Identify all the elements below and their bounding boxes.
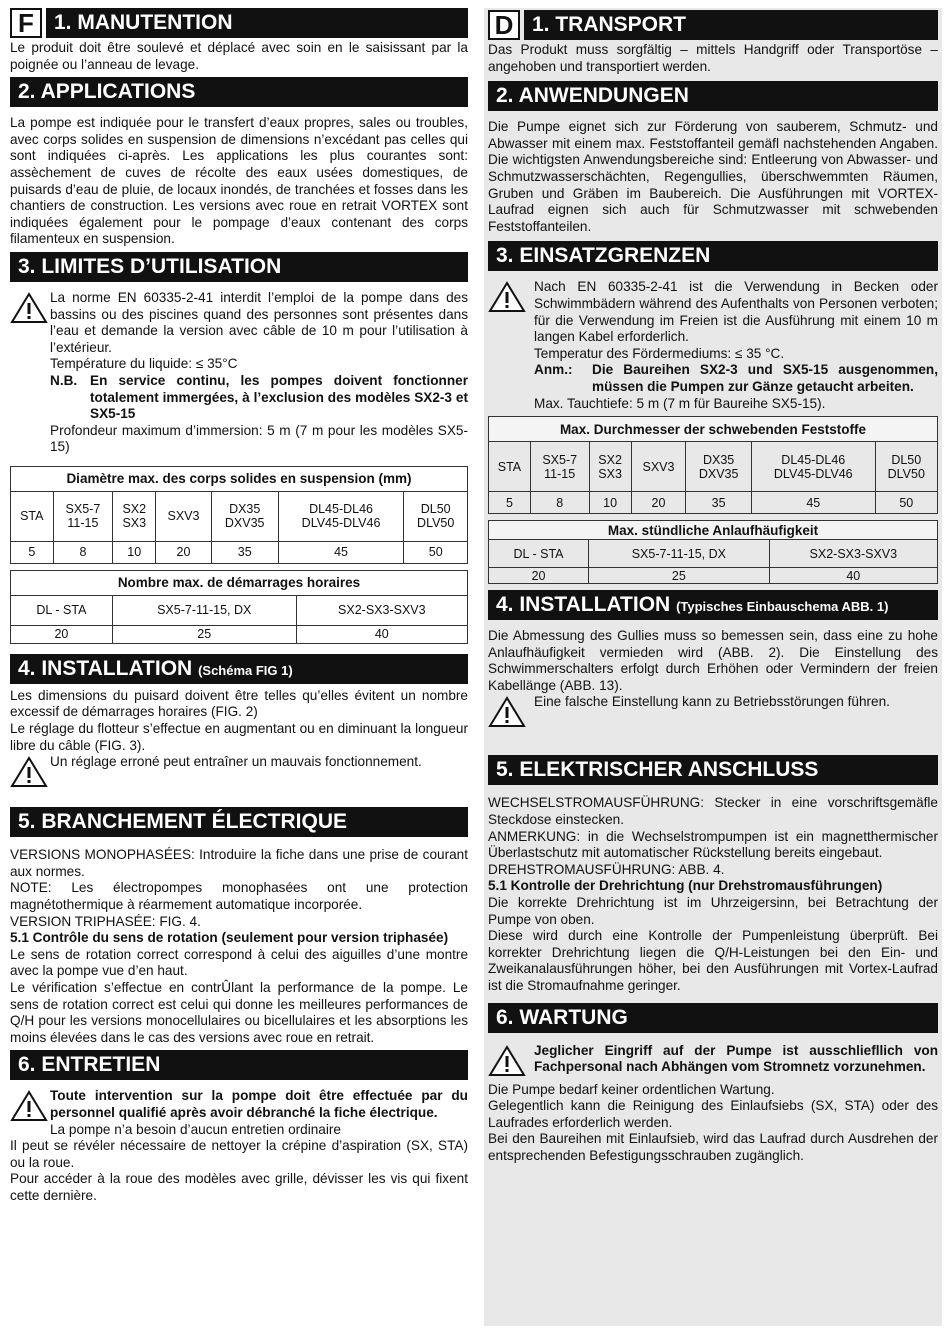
warning-icon: [488, 279, 534, 412]
section-title: 1. TRANSPORT: [524, 10, 938, 40]
paragraph: Un réglage erroné peut entraîner un mauvais fonctionnement.: [50, 754, 422, 770]
warning-icon: [10, 754, 50, 793]
paragraph: Pour accéder à la roue des modèles avec grille, dévisser les vis qui fixent cette dernière.: [10, 1171, 468, 1203]
subsection-title: 5.1 Kontrolle der Drehrichtung (nur Drehstromausführungen): [488, 878, 883, 894]
paragraph: Das Produkt muss sorgfältig – mittels Handgriff oder Transportöse – angehoben und transportiert werden.: [488, 42, 938, 74]
table-cell: 8: [53, 541, 113, 563]
solids-table: [10, 466, 468, 564]
french-column: [10, 8, 468, 1326]
note-block: [534, 362, 938, 395]
paragraph: Le réglage du flotteur s’effectue en augmentant ou en diminuant la longueur libre du câble (FIG. 3).: [10, 721, 468, 753]
table-cell: 20: [156, 541, 211, 563]
section-title: 3. LIMITES D’UTILISATION: [10, 252, 468, 282]
section-title-sub: (Typisches Einbauschema ABB. 1): [676, 599, 889, 615]
subsection-title: 5.1 Contrôle du sens de rotation (seulement pour version triphasée): [10, 930, 449, 946]
warning-icon: [488, 694, 534, 733]
paragraph: La pompe est indiquée pour le transfert d’eaux propres, sales ou troubles, avec corps solides en suspension de dimensions n’excédant pas celles qui sont indiquées ci-après. Les applications les plus courantes sont: assèchement de cuves de récolte des eaux usées domestiques, de puisards d’eau de pluie, de locaux inondés, de tranchées et fosses dans les chantiers de construction. Les versions avec roue en retrait VORTEX sont indiquées également pour le pompage d’eaux contenant des corps filamenteux en suspension.: [10, 115, 468, 247]
table-header-cell: DL50 DLV50: [404, 491, 468, 541]
table-cell: 45: [752, 492, 876, 514]
paragraph: Toute intervention sur la pompe doit être effectuée par du personnel qualifié après avoir débranché la fiche électrique.: [50, 1088, 468, 1120]
paragraph: Profondeur maximum d’immersion: 5 m (7 m pour les modèles SX5-15): [50, 422, 468, 455]
table-cell: 50: [875, 492, 937, 514]
german-column: [484, 8, 942, 1326]
section-header: [488, 10, 938, 40]
table-header-cell: SX5-7 11-15: [53, 491, 113, 541]
note-label: Anm.:: [534, 362, 573, 378]
table-cell: 25: [589, 568, 770, 584]
warning-block: [10, 754, 468, 793]
paragraph: Le produit doit être soulevé et déplacé avec soin en le saisissant par la poignée ou l’anneau de levage.: [10, 40, 468, 72]
table-header-cell: SX5-7-11-15, DX: [112, 595, 296, 625]
table-cell: 10: [113, 541, 156, 563]
paragraph: ANMERKUNG: in die Wechselstrompumpen ist ein magnetthermischer Überlastschutz mit automatischer Rückstellung bereits eingebaut.: [488, 828, 938, 861]
paragraph: La norme EN 60335-2-41 interdit l’emploi de la pompe dans des bassins ou des piscines quand des personnes sont présentes dans l’eau et demande la version avec câble de 10 m pour l’utilisation à l’extérieur.: [50, 289, 468, 355]
section-title: 6. ENTRETIEN: [10, 1050, 468, 1080]
note-text: Die Baureihen SX2-3 und SX5-15 ausgenommen, müssen die Pumpen zur Gänze getaucht arbeiten.: [592, 362, 938, 394]
table-title: Max. stündliche Anlaufhäufigkeit: [489, 521, 938, 540]
warning-icon: [488, 1043, 534, 1082]
warning-block: [488, 694, 938, 733]
starts-table: [488, 520, 938, 584]
section-title-sub: (Schéma FIG 1): [198, 662, 293, 678]
table-cell: 5: [489, 492, 531, 514]
paragraph: WECHSELSTROMAUSFÜHRUNG: Stecker in eine vorschriftsgemäfle Steckdose einstecken.: [488, 795, 938, 828]
table-cell: 40: [769, 568, 937, 584]
paragraph: Les dimensions du puisard doivent être telles qu’elles évitent un nombre excessif de démarrages horaires (FIG. 2): [10, 687, 468, 720]
section-title-main: 4. INSTALLATION: [18, 656, 193, 680]
starts-table: [10, 570, 468, 644]
language-badge: D: [488, 10, 520, 40]
section-title: 5. BRANCHEMENT ÉLECTRIQUE: [10, 807, 468, 837]
table-header-cell: STA: [11, 491, 54, 541]
paragraph: VERSIONS MONOPHASÉES: Introduire la fiche dans une prise de courant aux normes.: [10, 847, 468, 879]
table-header-cell: DL - STA: [11, 595, 113, 625]
table-title: Max. Durchmesser der schwebenden Feststoffe: [489, 417, 938, 442]
paragraph: Gelegentlich kann die Reinigung des Einlaufsiebs (SX, STA) oder des Laufrades erforderlich werden.: [488, 1098, 938, 1130]
table-header-cell: SX2 SX3: [589, 442, 631, 492]
warning-icon: [10, 1088, 50, 1138]
paragraph: DREHSTROMAUSFÜHRUNG: ABB. 4.: [488, 861, 725, 877]
table-cell: 25: [112, 625, 296, 643]
table-cell: 10: [589, 492, 631, 514]
table-cell: 50: [404, 541, 468, 563]
table-header-cell: SXV3: [631, 442, 686, 492]
section-title: [10, 654, 468, 684]
table-header-cell: SXV3: [156, 491, 211, 541]
table-header-cell: SX5-7-11-15, DX: [589, 540, 770, 568]
warning-icon: [10, 290, 50, 456]
table-header-cell: SX2-SX3-SXV3: [769, 540, 937, 568]
table-cell: 8: [530, 492, 589, 514]
table-header-cell: DX35 DXV35: [211, 491, 278, 541]
section-title: 6. WARTUNG: [488, 1003, 938, 1033]
paragraph: Die korrekte Drehrichtung ist im Uhrzeigersinn, bei Betrachtung der Pumpe von oben.: [488, 895, 938, 927]
table-cell: 20: [631, 492, 686, 514]
paragraph: La pompe n’a besoin d’aucun entretien ordinaire: [50, 1121, 341, 1137]
paragraph: NOTE: Les électropompes monophasées ont une protection magnétothermique à réarmement automatique incorporée.: [10, 880, 468, 913]
table-header-cell: DL45-DL46 DLV45-DLV46: [278, 491, 404, 541]
section-title: 1. MANUTENTION: [46, 8, 468, 38]
warning-block: [10, 1088, 468, 1138]
language-badge: F: [10, 8, 42, 38]
paragraph: Jeglicher Eingriff auf der Pumpe ist ausschliefllich von Fachpersonal nach Abhängen vom Stromnetz vorzunehmen.: [534, 1042, 938, 1075]
warning-block: [488, 279, 938, 412]
table-header-cell: STA: [489, 442, 531, 492]
table-cell: 5: [11, 541, 54, 563]
paragraph: Il peut se révéler nécessaire de nettoyer la crépine d’aspiration (SX, STA) ou la roue.: [10, 1138, 468, 1170]
solids-table: [488, 416, 938, 514]
paragraph: Temperatur des Fördermediums: ≤ 35 °C.: [534, 345, 785, 361]
section-title: 2. ANWENDUNGEN: [488, 81, 938, 111]
table-cell: 20: [11, 625, 113, 643]
note-label: N.B.: [50, 372, 78, 388]
table-cell: 40: [296, 625, 467, 643]
note-text: En service continu, les pompes doivent fonctionner totalement immergées, à l’exclusion des modèles SX2-3 et SX5-15: [90, 372, 468, 422]
section-title: 3. EINSATZGRENZEN: [488, 241, 938, 271]
note-block: [50, 373, 468, 423]
paragraph: Température du liquide: ≤ 35°C: [50, 356, 238, 372]
paragraph: Eine falsche Einstellung kann zu Betriebsstörungen führen.: [534, 694, 890, 710]
section-title: 5. ELEKTRISCHER ANSCHLUSS: [488, 755, 938, 785]
table-header-cell: DL50 DLV50: [875, 442, 937, 492]
paragraph: Bei den Baureihen mit Einlaufsieb, wird das Laufrad durch Ausdrehen der entsprechenden Befestigungsschrauben zugänglich.: [488, 1131, 938, 1163]
table-header-cell: SX2 SX3: [113, 491, 156, 541]
table-title: Diamètre max. des corps solides en suspension (mm): [11, 466, 468, 491]
table-cell: 45: [278, 541, 404, 563]
table-title: Nombre max. de démarrages horaires: [11, 570, 468, 595]
section-title: 2. APPLICATIONS: [10, 77, 468, 107]
section-title-main: 4. INSTALLATION: [496, 593, 671, 617]
paragraph: Le vérification s’effectue en contrÛlant la performance de la pompe. Le sens de rotation correct est celui qui donne les meilleures performances de Q/H pour les versions monocellulaires ou bicellulaires et les absorptions les moins élevées dans le cas des versions avec roue en retrait.: [10, 980, 468, 1045]
table-header-cell: SX2-SX3-SXV3: [296, 595, 467, 625]
paragraph: Die Abmessung des Gullies muss so bemessen sein, dass eine zu hohe Anlaufhäufigkeit vermieden wird (ABB. 2). Die Einstellung des Schwimmerschalters erfolgt durch Erhöhen oder Vermindern der freien Kabellänge (ABB. 13).: [488, 628, 938, 693]
section-header: [10, 8, 468, 38]
table-header-cell: DL45-DL46 DLV45-DLV46: [752, 442, 876, 492]
paragraph: Die Pumpe eignet sich zur Förderung von sauberem, Schmutz- und Abwasser mit einem max. Feststoffanteil gemäfl nachstehenden Angaben. Die wichtigsten Anwendungsbereiche sind: Entleerung von Abwasser- und Schmutzwasserschächten, Regengullies, überschwemmten Räumen, Gruben und Gräben im Baubereich. Die Ausführungen mit VORTEX-Laufrad eignen sich auch für Schmutzwasser mit schwebenden Feststoffanteilen.: [488, 119, 938, 234]
paragraph: VERSION TRIPHASÉE: FIG. 4.: [10, 913, 201, 929]
table-header-cell: DX35 DXV35: [686, 442, 752, 492]
warning-block: [10, 290, 468, 456]
paragraph: Die Pumpe bedarf keiner ordentlichen Wartung.: [488, 1081, 775, 1097]
table-cell: 20: [489, 568, 589, 584]
warning-block: [488, 1043, 938, 1082]
paragraph: Diese wird durch eine Kontrolle der Pumpenleistung überprüft. Bei korrekter Drehrichtung liegen die Q/H-Leistungen bei den Ein- und Zweikanalausführungen höher, bei den Ausführungen mit Vortex-Laufrad ist die Stromaufnahme geringer.: [488, 928, 938, 993]
paragraph: Max. Tauchtiefe: 5 m (7 m für Baureihe SX5-15).: [534, 395, 826, 411]
table-cell: 35: [686, 492, 752, 514]
table-header-cell: SX5-7 11-15: [530, 442, 589, 492]
section-title: [488, 590, 938, 620]
table-header-cell: DL - STA: [489, 540, 589, 568]
paragraph: Nach EN 60335-2-41 ist die Verwendung in Becken oder Schwimmbädern während des Aufenthalts von Personen verboten; für die Verwendung im Freien ist die Ausführung mit einem 10 m langen Kabel erforderlich.: [534, 279, 938, 345]
table-cell: 35: [211, 541, 278, 563]
paragraph: Le sens de rotation correct correspond à celui des aiguilles d’une montre avec la pompe vue d’en haut.: [10, 946, 468, 979]
